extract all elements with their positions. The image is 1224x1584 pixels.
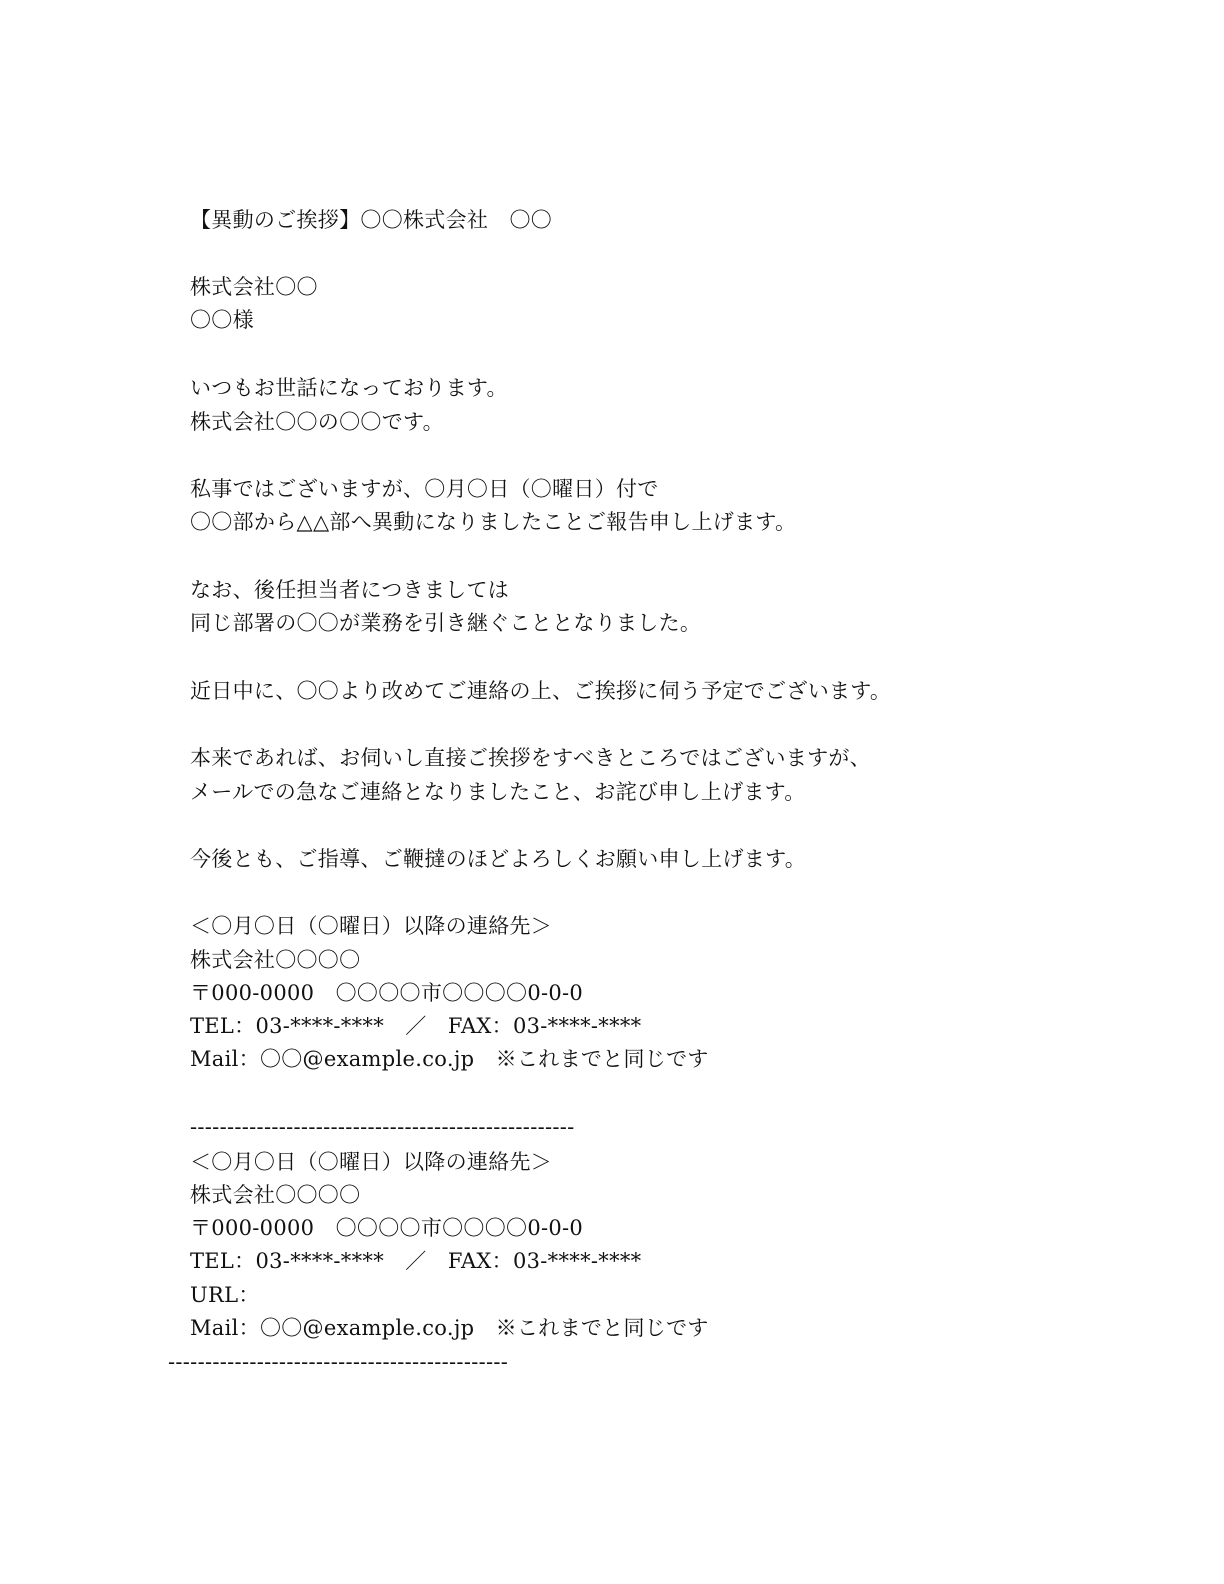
apology-line-1: 本来であれば、お伺いし直接ご挨拶をすべきところではございますが、 <box>190 746 871 770</box>
contact-2-address: 〒000-0000 〇〇〇〇市〇〇〇〇0-0-0 <box>190 1216 584 1240</box>
successor-line-1: なお、後任担当者につきましては <box>190 578 510 602</box>
contact-2-url: URL： <box>190 1283 260 1307</box>
contact-1-address: 〒000-0000 〇〇〇〇市〇〇〇〇0-0-0 <box>190 981 584 1005</box>
separator-line-2: ---------------------------------------------- <box>168 1350 509 1374</box>
followup-line: 近日中に、〇〇より改めてご連絡の上、ご挨拶に伺う予定でございます。 <box>190 679 892 703</box>
recipient-name: 〇〇様 <box>190 308 254 332</box>
contact-1-company: 株式会社〇〇〇〇 <box>190 948 361 972</box>
successor-line-2: 同じ部署の〇〇が業務を引き継ぐこととなりました。 <box>190 611 702 635</box>
contact-2-mail: Mail：〇〇@example.co.jp ※これまでと同じです <box>190 1316 709 1340</box>
announcement-line-1: 私事ではございますが、〇月〇日（〇曜日）付で <box>190 477 659 501</box>
greeting-line-2: 株式会社〇〇の〇〇です。 <box>190 410 444 434</box>
contact-2-company: 株式会社〇〇〇〇 <box>190 1183 361 1207</box>
contact-1-heading: ＜〇月〇日（〇曜日）以降の連絡先＞ <box>190 914 553 938</box>
greeting-line-1: いつもお世話になっております。 <box>190 376 508 400</box>
contact-2-heading: ＜〇月〇日（〇曜日）以降の連絡先＞ <box>190 1150 553 1174</box>
recipient-company: 株式会社〇〇 <box>190 275 318 299</box>
contact-2-phone: TEL：03-****-**** ／ FAX：03-****-**** <box>190 1249 642 1273</box>
separator-line-1: ---------------------------------------------------- <box>190 1115 575 1139</box>
contact-1-phone: TEL：03-****-**** ／ FAX：03-****-**** <box>190 1014 642 1038</box>
closing-line: 今後とも、ご指導、ご鞭撻のほどよろしくお願い申し上げます。 <box>190 847 807 871</box>
email-subject: 【異動のご挨拶】〇〇株式会社 〇〇 <box>190 208 553 232</box>
contact-1-mail: Mail：〇〇@example.co.jp ※これまでと同じです <box>190 1047 709 1071</box>
announcement-line-2: 〇〇部から△△部へ異動になりましたことご報告申し上げます。 <box>190 510 797 534</box>
apology-line-2: メールでの急なご連絡となりましたこと、お詫び申し上げます。 <box>190 780 806 804</box>
